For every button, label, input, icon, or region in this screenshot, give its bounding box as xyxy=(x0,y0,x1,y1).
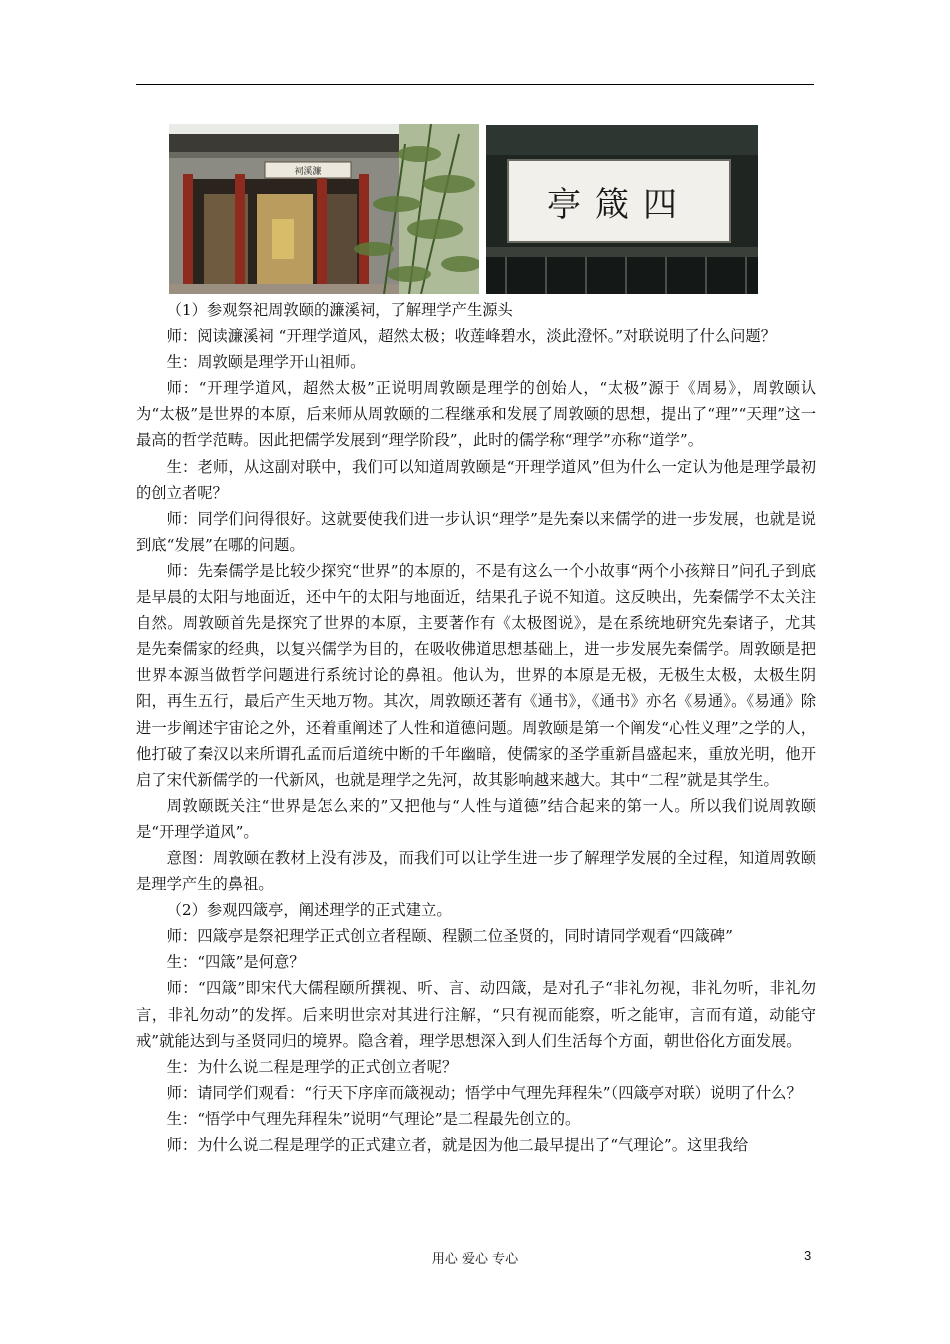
paragraph: 师：先秦儒学是比较少探究“世界”的本原的，不是有这么一个小故事“两个小孩辩日”问孔子到底是早晨的太阳与地面近，还中午的太阳与地面近，结果孔子说不知道。这反映出，先秦儒学不太关注自然。周敦颐首先是探究了世界的本原，主要著作有《太极图说》，是在系统地研究先秦诸子，尤其是先秦儒家的经典，以复兴儒学为目的，在吸收佛道思想基础上，进一步发展先秦儒学。周敦颐是把世界本源当做哲学问题进行系统讨论的鼻祖。他认为，世界的本原是无极，无极生太极，太极生阴阳，再生五行，最后产生天地万物。其次，周敦颐还著有《通书》，《通书》亦名《易通》。《易通》除进一步阐述宇宙论之外，还着重阐述了人性和道德问题。周敦颐是第一个阐发“心性义理”之学的人，他打破了秦汉以来所谓孔孟而后道统中断的千年幽暗，使儒家的圣学重新昌盛起来，重放光明，他开启了宋代新儒学的一代新风，也就是理学之先河，故其影响越来越大。其中“二程”就是其学生。 xyxy=(136,561,816,789)
paragraph: 师：阅读濂溪祠 “开理学道风，超然太极；收莲峰碧水，淡此澄怀。”对联说明了什么问题？ xyxy=(166,327,777,346)
pavilion-plaque-text: 亭箴四 xyxy=(547,185,691,225)
lesson-body xyxy=(136,297,816,1158)
temple-illustration xyxy=(169,124,479,294)
section-heading-1: （1）参观祭祀周敦颐的濂溪祠，了解理学产生源头 xyxy=(166,301,513,319)
section-heading-2: （2）参观四箴亭，阐述理学的正式建立。 xyxy=(166,901,452,920)
paragraph: 师：四箴亭是祭祀理学正式创立者程颐、程颢二位圣贤的，同时请同学观看“四箴碑” xyxy=(166,927,733,946)
paragraph: 生：周敦颐是理学开山祖师。 xyxy=(166,353,366,372)
paragraph: 周敦颐既关注“世界是怎么来的”又把他与“人性与道德”结合起来的第一人。所以我们说周敦颐是“开理学道风”。 xyxy=(136,796,816,841)
paragraph: 生：为什么说二程是理学的正式创立者呢？ xyxy=(166,1057,458,1076)
paragraph: 师：“开理学道风，超然太极”正说明周敦颐是理学的创始人，“太极”源于《周易》，周敦颐认为“太极”是世界的本原，后来师从周敦颐的二程继承和发展了周敦颐的思想，提出了“理”“天理”这一最高的哲学范畴。因此把儒学发展到“理学阶段”，此时的儒学称“理学”亦称“道学”。 xyxy=(136,379,816,450)
temple-signboard-text: 祠溪濂 xyxy=(294,167,322,177)
footer-slogan: 用心 爱心 专心 xyxy=(431,1252,519,1267)
paragraph: 生：“悟学中气理先拜程朱”说明“气理论”是二程最先创立的。 xyxy=(166,1109,581,1128)
paragraph: 师：同学们问得很好。这就要使我们进一步认识“理学”是先秦以来儒学的进一步发展，也就是说到底“发展”在哪的问题。 xyxy=(136,509,816,554)
lianxi-temple-photo xyxy=(169,124,479,294)
paragraph: 师：请同学们观看：“行天下序庠而箴视动；悟学中气理先拜程朱”（四箴亭对联）说明了什么？ xyxy=(166,1083,802,1102)
header-rule xyxy=(136,84,814,85)
sizhen-pavilion-photo xyxy=(486,125,758,294)
paragraph: 师：“四箴”即宋代大儒程颐所撰视、听、言、动四箴，是对孔子“非礼勿视，非礼勿听，非礼勿言，非礼勿动”的发挥。后来明世宗对其进行注解，“只有视而能察，听之能审，言而有道，动能守戒”就能达到与圣贤同归的境界。隐含着，理学思想深入到人们生活每个方面，朝世俗化方面发展。 xyxy=(136,979,816,1050)
page-number: 3 xyxy=(804,1248,812,1263)
paragraph: 师：为什么说二程是理学的正式建立者，就是因为他二最早提出了“气理论”。这里我给 xyxy=(166,1136,749,1154)
paragraph: 生：老师，从这副对联中，我们可以知道周敦颐是“开理学道风”但为什么一定认为他是理学最初的创立者呢？ xyxy=(136,457,816,502)
pavilion-illustration xyxy=(486,125,758,294)
paragraph: 意图：周敦颐在教材上没有涉及，而我们可以让学生进一步了解理学发展的全过程，知道周敦颐是理学产生的鼻祖。 xyxy=(136,848,816,894)
paragraph: 生：“四箴”是何意？ xyxy=(166,953,305,972)
